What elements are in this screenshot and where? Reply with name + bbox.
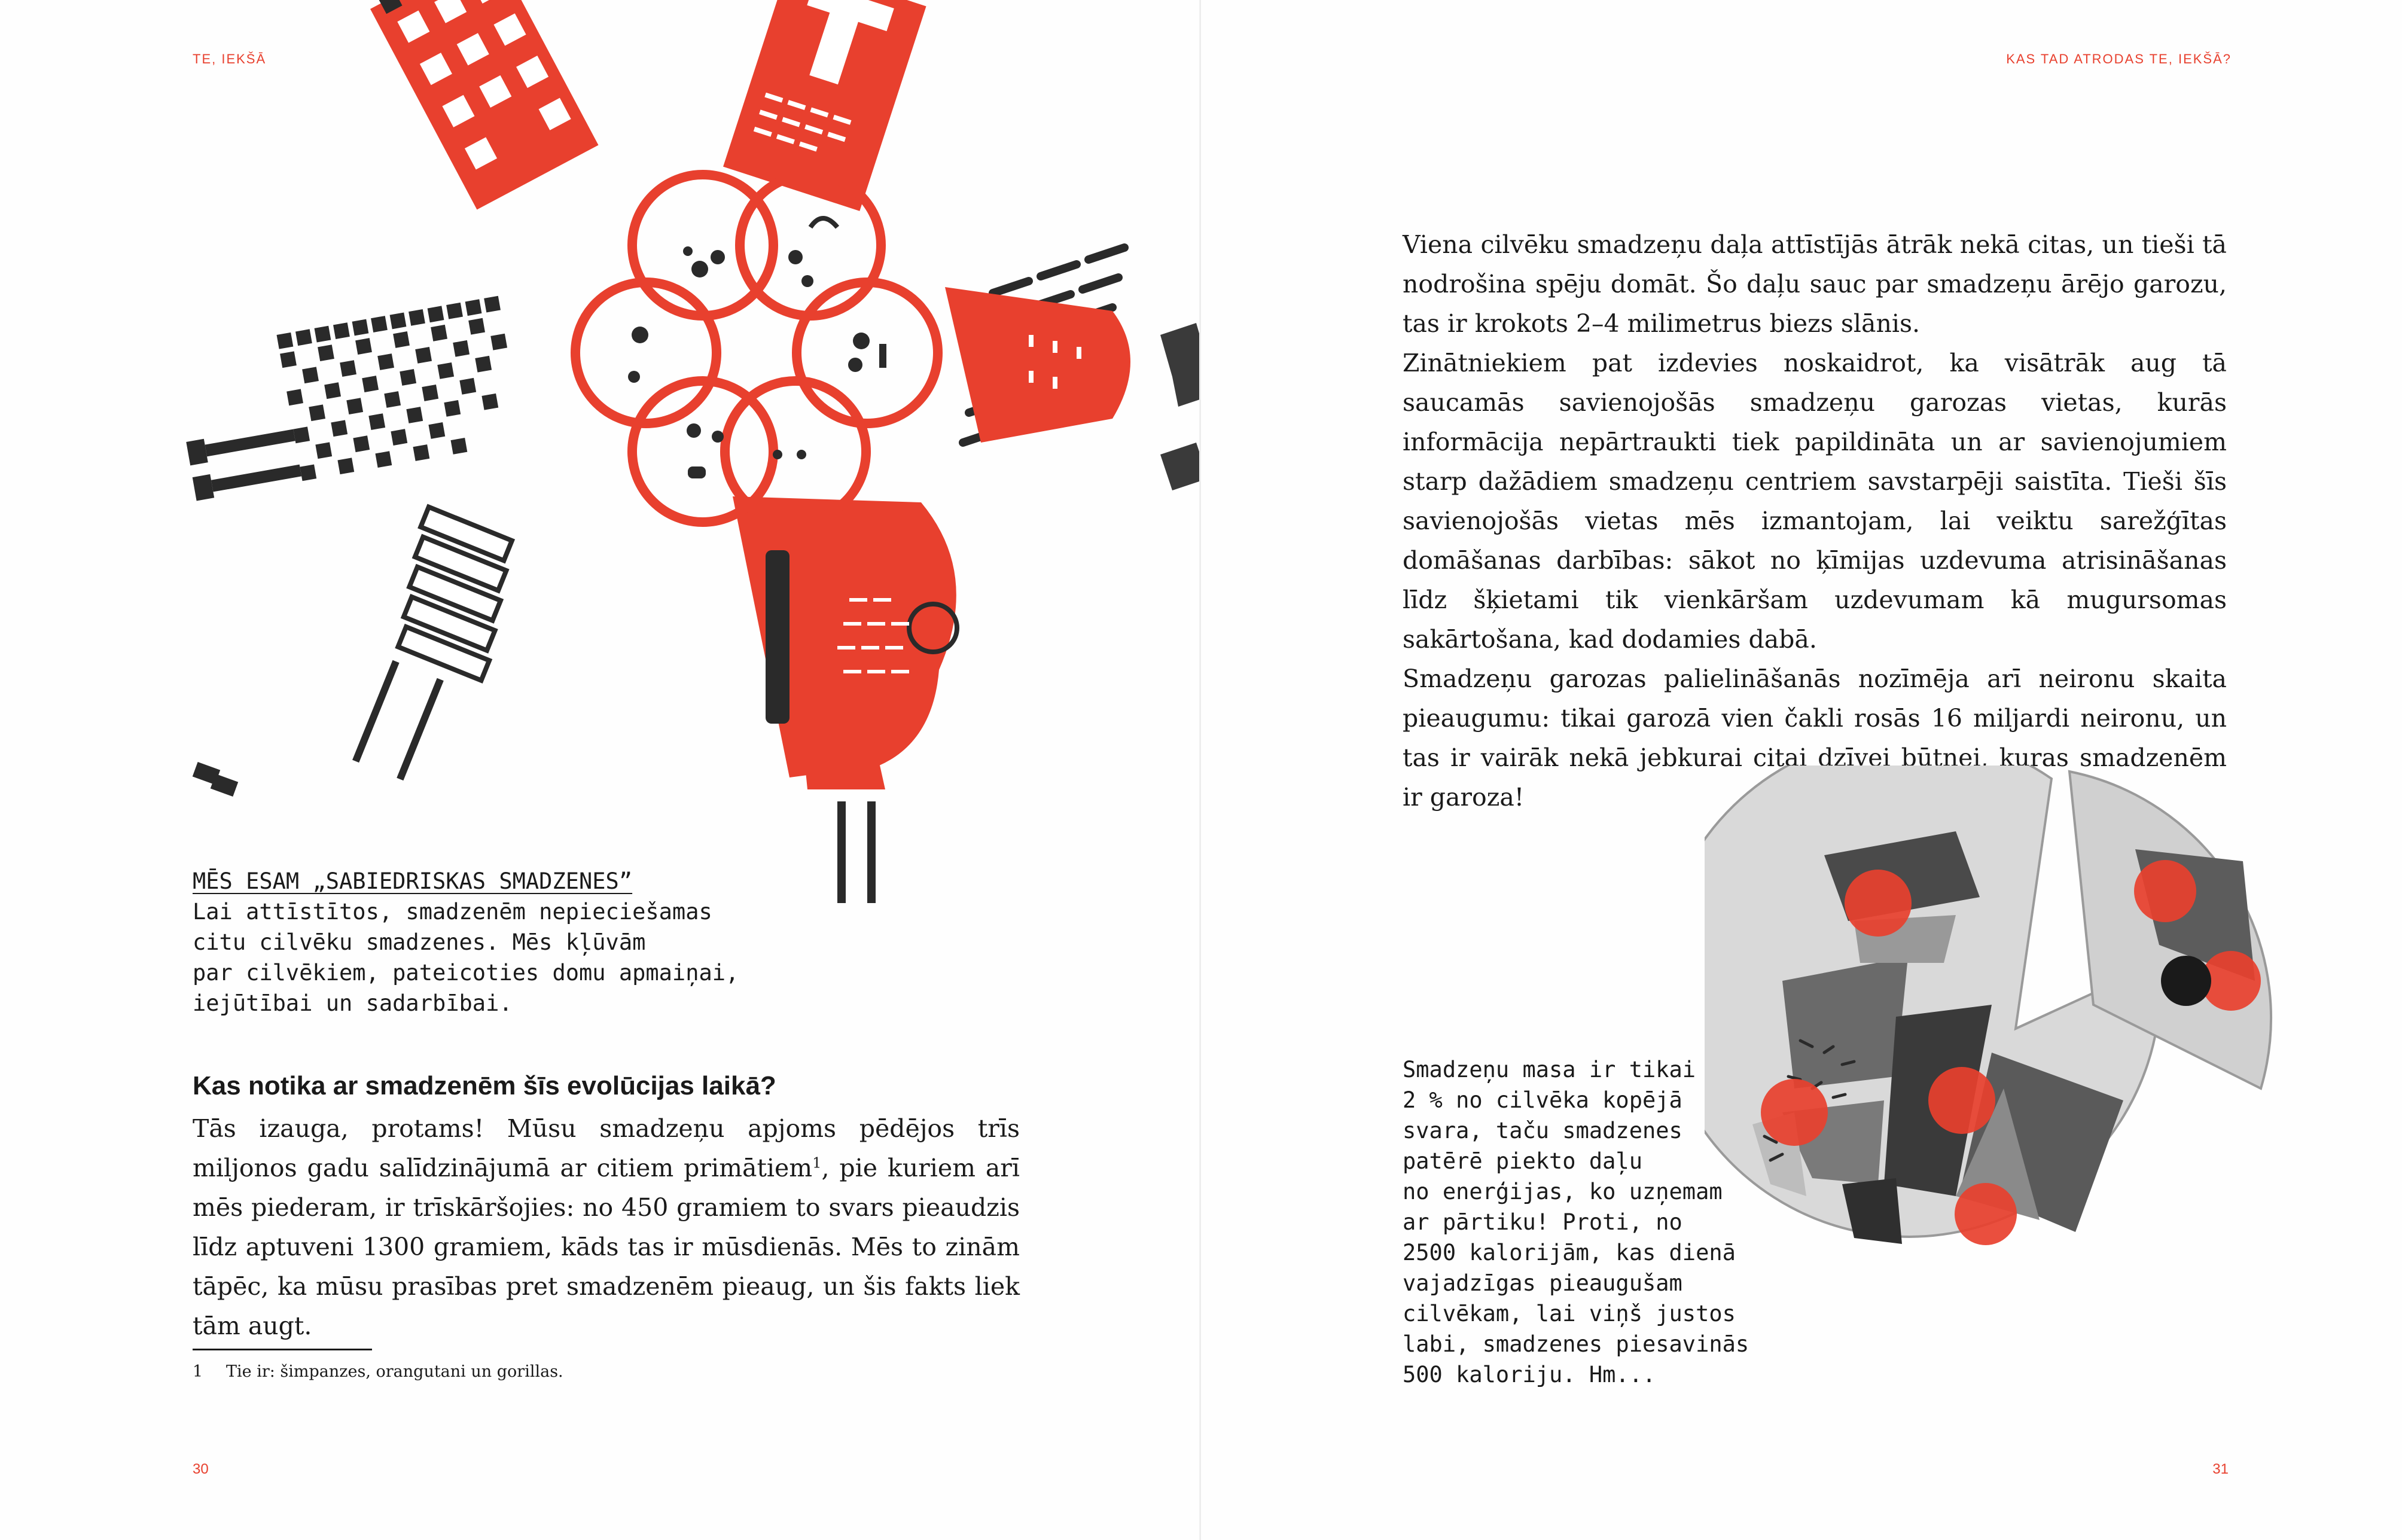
footnote-number: 1 bbox=[193, 1362, 203, 1381]
figure-left-grid bbox=[179, 296, 524, 501]
caption-line: svara, taču smadzenes bbox=[1403, 1118, 1682, 1143]
caption-line: Lai attīstītos, smadzenēm nepieciešamas bbox=[193, 899, 712, 925]
caption-line: patērē piekto daļu bbox=[1403, 1148, 1642, 1174]
caption-line: par cilvēkiem, pateicoties domu apmaiņai, bbox=[193, 960, 739, 986]
footnote-rule bbox=[193, 1349, 372, 1350]
paragraph: Zinātniekiem pat izdevies noskaidrot, ka visātrāk aug tā saucamās savienojošās smadzeņu garozas vietas, kurās informācija nepārtraukti tiek papildināta un ar savienojumiem starp dažādiem smadzeņu centriem savstarpēji saistīta. Tieši šīs savienojošās vietas mēs izmantojam, lai veiktu sarežģītas domāšanas darbības: sākot no ķīmijas uzdevuma atrisināšanas līdz šķietami tik vienkāršam uzdevumam kā mugursomas sakārtošana, kad dodamies dabā. bbox=[1403, 349, 2227, 654]
caption-title: MĒS ESAM „SABIEDRISKAS SMADZENES” bbox=[193, 868, 633, 894]
caption-line: ar pārtiku! Proti, no bbox=[1403, 1209, 1682, 1235]
caption-line: 2500 kalorijām, kas dienā bbox=[1403, 1240, 1736, 1265]
figure-bottom-left bbox=[193, 507, 534, 797]
footnote-text: Tie ir: šimpanzes, orangutani un gorillas. bbox=[226, 1362, 563, 1381]
page-number-right: 31 bbox=[2212, 1461, 2229, 1477]
caption-right bbox=[1403, 1054, 1761, 1390]
caption-line: vajadzīgas pieaugušam bbox=[1403, 1270, 1682, 1296]
paragraph: Viena cilvēku smadzeņu daļa attīstījās ātrāk nekā citas, un tieši tā nodrošina spēju domāt. Šo daļu sauc par smadzeņu ārējo garozu, tas ir krokots 2–4 milimetrus biezs slānis. bbox=[1403, 230, 2227, 338]
footnote-ref: 1 bbox=[812, 1154, 822, 1172]
paragraph: Smadzeņu garozas palielināšanās nozīmēja arī neironu skaita pieaugumu: tikai garozā vien čakli rosās 16 miljardi neironu, un tas ir vairāk nekā jebkurai citai dzīvei būtnei, kuras smadzenēm ir garoza! bbox=[1403, 664, 2227, 812]
caption-line: Smadzeņu masa ir tikai bbox=[1403, 1057, 1696, 1082]
caption-line: no enerģijas, ko uzņemam bbox=[1403, 1179, 1723, 1204]
illustrated-heads-circle bbox=[179, 0, 1316, 933]
figure-top-left bbox=[353, 0, 599, 210]
body-text-right bbox=[1403, 225, 2227, 817]
section-heading: Kas notika ar smadzenēm šīs evolūcijas laikā? bbox=[193, 1071, 776, 1100]
caption-line: citu cilvēku smadzenes. Mēs kļūvām bbox=[193, 929, 646, 955]
paragraph bbox=[193, 1109, 1020, 1346]
body-text-left bbox=[193, 1109, 1020, 1346]
page-number-left: 30 bbox=[193, 1461, 209, 1477]
running-head-left: TE, IEKŠĀ bbox=[193, 51, 267, 66]
caption-line: iejūtībai un sadarbībai. bbox=[193, 990, 513, 1016]
caption-line: 500 kaloriju. Hm... bbox=[1403, 1362, 1656, 1387]
footnote bbox=[193, 1360, 563, 1384]
caption-left bbox=[193, 866, 743, 1018]
collage-pie-icon bbox=[1705, 766, 2327, 1292]
paragraph-rest: , pie kuriem arī mēs piederam, ir trīskāršojies: no 450 gramiem to svars pieaudzis līdz aptuveni 1300 gramiem, kāds tas ir mūsdienās. Mēs to zinām tāpēc, ka mūsu prasības pret smadzenēm pieaug, un šis fakts liek tām augt. bbox=[193, 1154, 1020, 1340]
figure-bottom bbox=[733, 496, 957, 903]
caption-line: labi, smadzenes piesavinās bbox=[1403, 1331, 1749, 1357]
caption-line: cilvēkam, lai viņš justos bbox=[1403, 1301, 1736, 1326]
running-head-right: KAS TAD ATRODAS TE, IEKŠĀ? bbox=[2006, 51, 2232, 66]
caption-line: 2 % no cilvēka kopējā bbox=[1403, 1087, 1682, 1113]
paragraph-start: Tās izauga, protams! Mūsu smadzeņu apjoms pēdējos trīs miljonos gadu salīdzinājumā ar citiem primātiem bbox=[193, 1114, 1020, 1182]
